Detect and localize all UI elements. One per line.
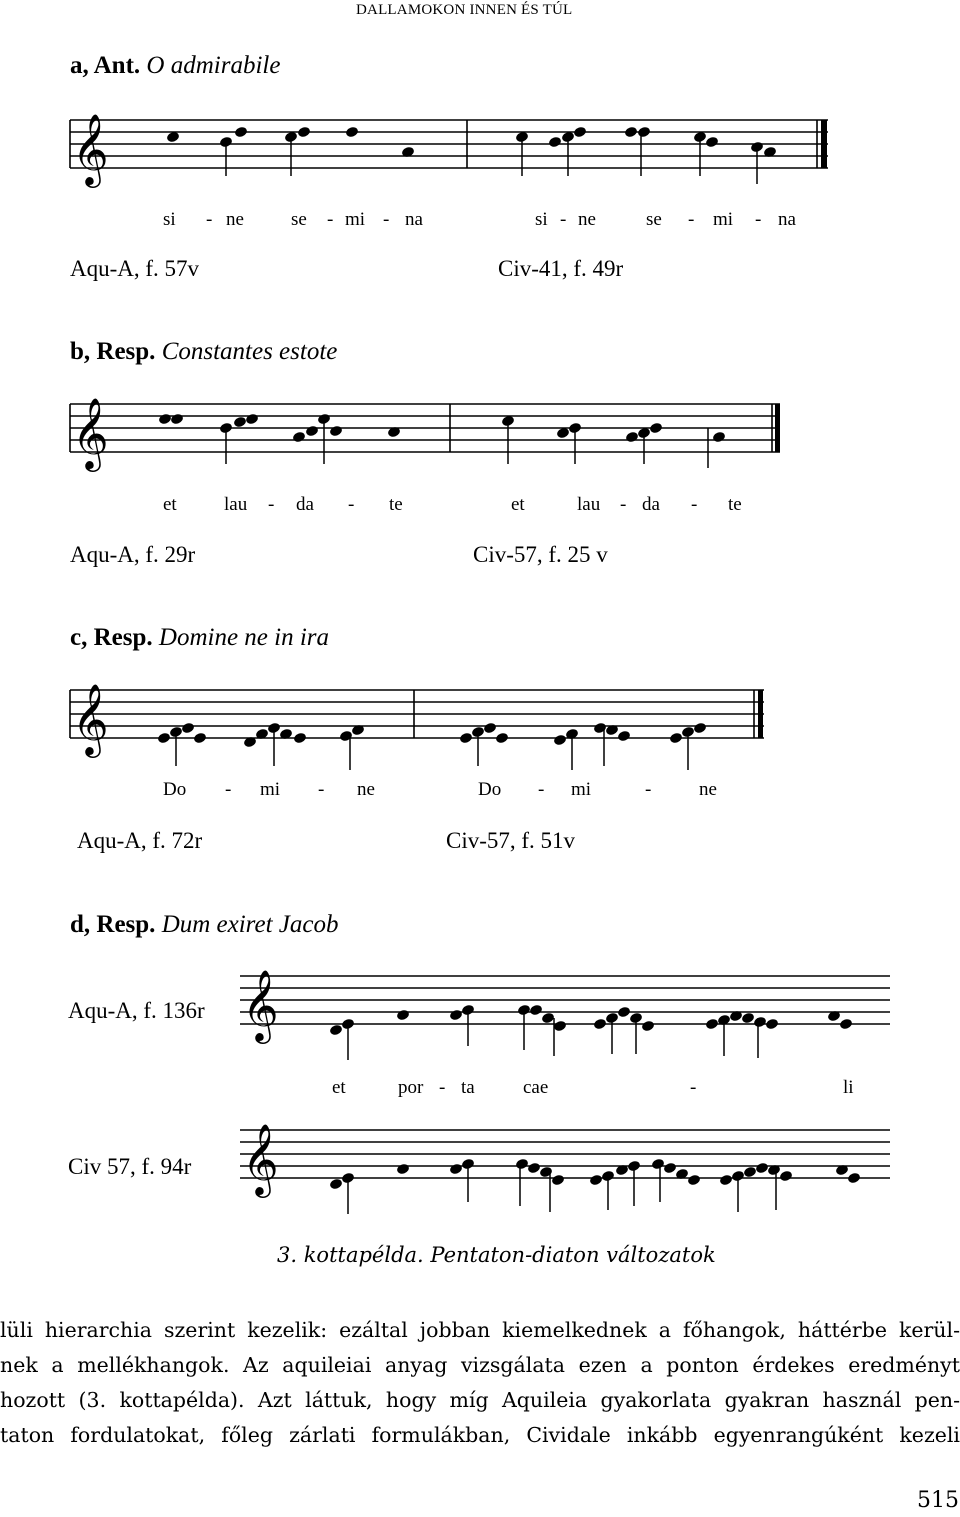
example-d-lyric-syllable: - bbox=[439, 1077, 446, 1098]
example-b-lyric-syllable: - bbox=[691, 494, 698, 515]
example-b-lyric-syllable: et bbox=[163, 494, 177, 515]
example-a-notes bbox=[166, 126, 777, 159]
example-d-lyric-syllable: et bbox=[332, 1077, 346, 1098]
example-d-notes-1 bbox=[329, 1004, 853, 1037]
example-b-source-2: Civ-57, f. 25 v bbox=[473, 542, 608, 567]
example-b-lyric-syllable: et bbox=[511, 494, 525, 515]
running-header: DALLAMOKON INNEN ÉS TÚL bbox=[356, 2, 573, 18]
example-d-lyric-syllable: ta bbox=[461, 1077, 475, 1098]
example-b-lyric-syllable: te bbox=[389, 494, 403, 515]
body-line: taton fordulatokat, főleg zárlati formulákban, Cividale inkább egyenrangúként kezeli bbox=[0, 1423, 960, 1447]
example-d-lyric-syllable: cae bbox=[523, 1077, 549, 1098]
example-c-lyric-syllable: Do bbox=[478, 779, 502, 800]
body-line: lüli hierarchia szerint kezelik: ezáltal jobban kiemelkednek a főhangok, háttérbe kerül- bbox=[0, 1318, 960, 1342]
example-a-lyric-syllable: - bbox=[755, 209, 762, 230]
example-a-lyric-syllable: - bbox=[688, 209, 695, 230]
example-c-lyric-syllable: - bbox=[225, 779, 232, 800]
example-a-source-1: Aqu-A, f. 57v bbox=[70, 256, 200, 281]
example-b-lyric-syllable: da bbox=[296, 494, 314, 515]
example-c-lyric-syllable: - bbox=[538, 779, 545, 800]
example-d-lyric-syllable: - bbox=[690, 1077, 697, 1098]
example-a-stems bbox=[226, 132, 757, 184]
example-c-label: c, Resp. bbox=[70, 624, 153, 651]
final-barline bbox=[775, 404, 780, 452]
example-d-staff-1 bbox=[236, 960, 896, 1070]
example-c-lyric-syllable: Do bbox=[163, 779, 187, 800]
treble-clef-icon: 𝄞 bbox=[242, 968, 279, 1041]
example-d-lyric-syllable: por bbox=[398, 1077, 424, 1098]
example-b-name: Constantes estote bbox=[161, 338, 338, 365]
example-b-lyric-syllable: - bbox=[268, 494, 275, 515]
example-a-lyric-syllable: ne bbox=[226, 209, 244, 230]
example-a-lyric-syllable: se bbox=[291, 209, 307, 230]
example-b-label: b, Resp. bbox=[70, 338, 156, 365]
example-b-lyric-syllable: - bbox=[620, 494, 627, 515]
example-a-title bbox=[70, 52, 280, 80]
example-c-lyric-syllable: - bbox=[318, 779, 325, 800]
example-a-lyric-syllable: - bbox=[383, 209, 390, 230]
example-a-lyric-syllable: mi bbox=[713, 209, 734, 230]
body-line: nek a mellékhangok. Az aquileiai anyag vizsgálata ezen a ponton érdekes eredményt bbox=[0, 1353, 960, 1377]
body-paragraph bbox=[0, 1313, 960, 1453]
example-a-lyric-syllable: - bbox=[560, 209, 567, 230]
example-c-source-1: Aqu-A, f. 72r bbox=[77, 828, 203, 853]
example-d-source-2: Civ 57, f. 94r bbox=[68, 1154, 192, 1179]
example-a-staff bbox=[60, 104, 840, 194]
example-a-source-2: Civ-41, f. 49r bbox=[498, 256, 624, 281]
treble-clef-icon: 𝄞 bbox=[72, 396, 109, 469]
example-b-lyric-syllable: lau bbox=[224, 494, 248, 515]
example-d-source-1: Aqu-A, f. 136r bbox=[68, 998, 205, 1023]
example-a-lyric-syllable: mi bbox=[345, 209, 366, 230]
example-b-lyric-syllable: - bbox=[348, 494, 355, 515]
example-b-lyric-syllable: te bbox=[728, 494, 742, 515]
example-d-label: d, Resp. bbox=[70, 911, 156, 938]
final-barline bbox=[758, 690, 763, 738]
example-a-lyric-syllable: na bbox=[778, 209, 796, 230]
example-c-lyric-syllable: ne bbox=[699, 779, 717, 800]
example-a-name: O admirabile bbox=[146, 52, 281, 79]
example-a-lyric-syllable: - bbox=[327, 209, 334, 230]
example-b-lyric-syllable: lau bbox=[577, 494, 601, 515]
figure-caption: 3. kottapélda. Pentaton-diaton változatok bbox=[277, 1243, 716, 1267]
body-line: hozott (3. kottapélda). Azt láttuk, hogy míg Aquileia gyakorlata gyakran használ pen- bbox=[0, 1388, 960, 1412]
example-d-lyric-syllable: li bbox=[843, 1077, 854, 1098]
treble-clef-icon: 𝄞 bbox=[242, 1122, 279, 1195]
example-d-stems-2 bbox=[348, 1164, 776, 1214]
example-a-lyric-syllable: se bbox=[646, 209, 662, 230]
treble-clef-icon: 𝄞 bbox=[72, 682, 109, 755]
example-c-title bbox=[70, 624, 329, 652]
example-b-lyric-syllable: da bbox=[642, 494, 660, 515]
example-d-staff-2 bbox=[236, 1114, 896, 1224]
example-d-title bbox=[70, 911, 338, 939]
example-c-lyric-syllable: mi bbox=[571, 779, 592, 800]
example-b-source-1: Aqu-A, f. 29r bbox=[70, 542, 196, 567]
example-c-lyric-syllable: - bbox=[645, 779, 652, 800]
example-c-lyric-syllable: ne bbox=[357, 779, 375, 800]
example-a-lyric-syllable: si bbox=[535, 209, 548, 230]
example-d-name: Dum exiret Jacob bbox=[161, 911, 339, 938]
example-b-title bbox=[70, 338, 337, 366]
final-barline bbox=[821, 120, 827, 168]
page-number: 515 bbox=[917, 1488, 959, 1513]
example-a-lyric-syllable: - bbox=[206, 209, 213, 230]
example-a-lyric-syllable: si bbox=[163, 209, 176, 230]
example-a-label: a, Ant. bbox=[70, 52, 141, 79]
example-b-stems bbox=[226, 419, 708, 468]
example-a-lyric-syllable: ne bbox=[578, 209, 596, 230]
example-c-source-2: Civ-57, f. 51v bbox=[446, 828, 576, 853]
treble-clef-icon: 𝄞 bbox=[72, 112, 109, 185]
example-c-lyric-syllable: mi bbox=[260, 779, 281, 800]
example-a-lyric-syllable: na bbox=[405, 209, 423, 230]
example-c-staff bbox=[60, 674, 772, 774]
example-d-notes-2 bbox=[329, 1158, 861, 1191]
example-b-staff bbox=[60, 388, 790, 478]
example-c-name: Domine ne in ira bbox=[158, 624, 330, 651]
